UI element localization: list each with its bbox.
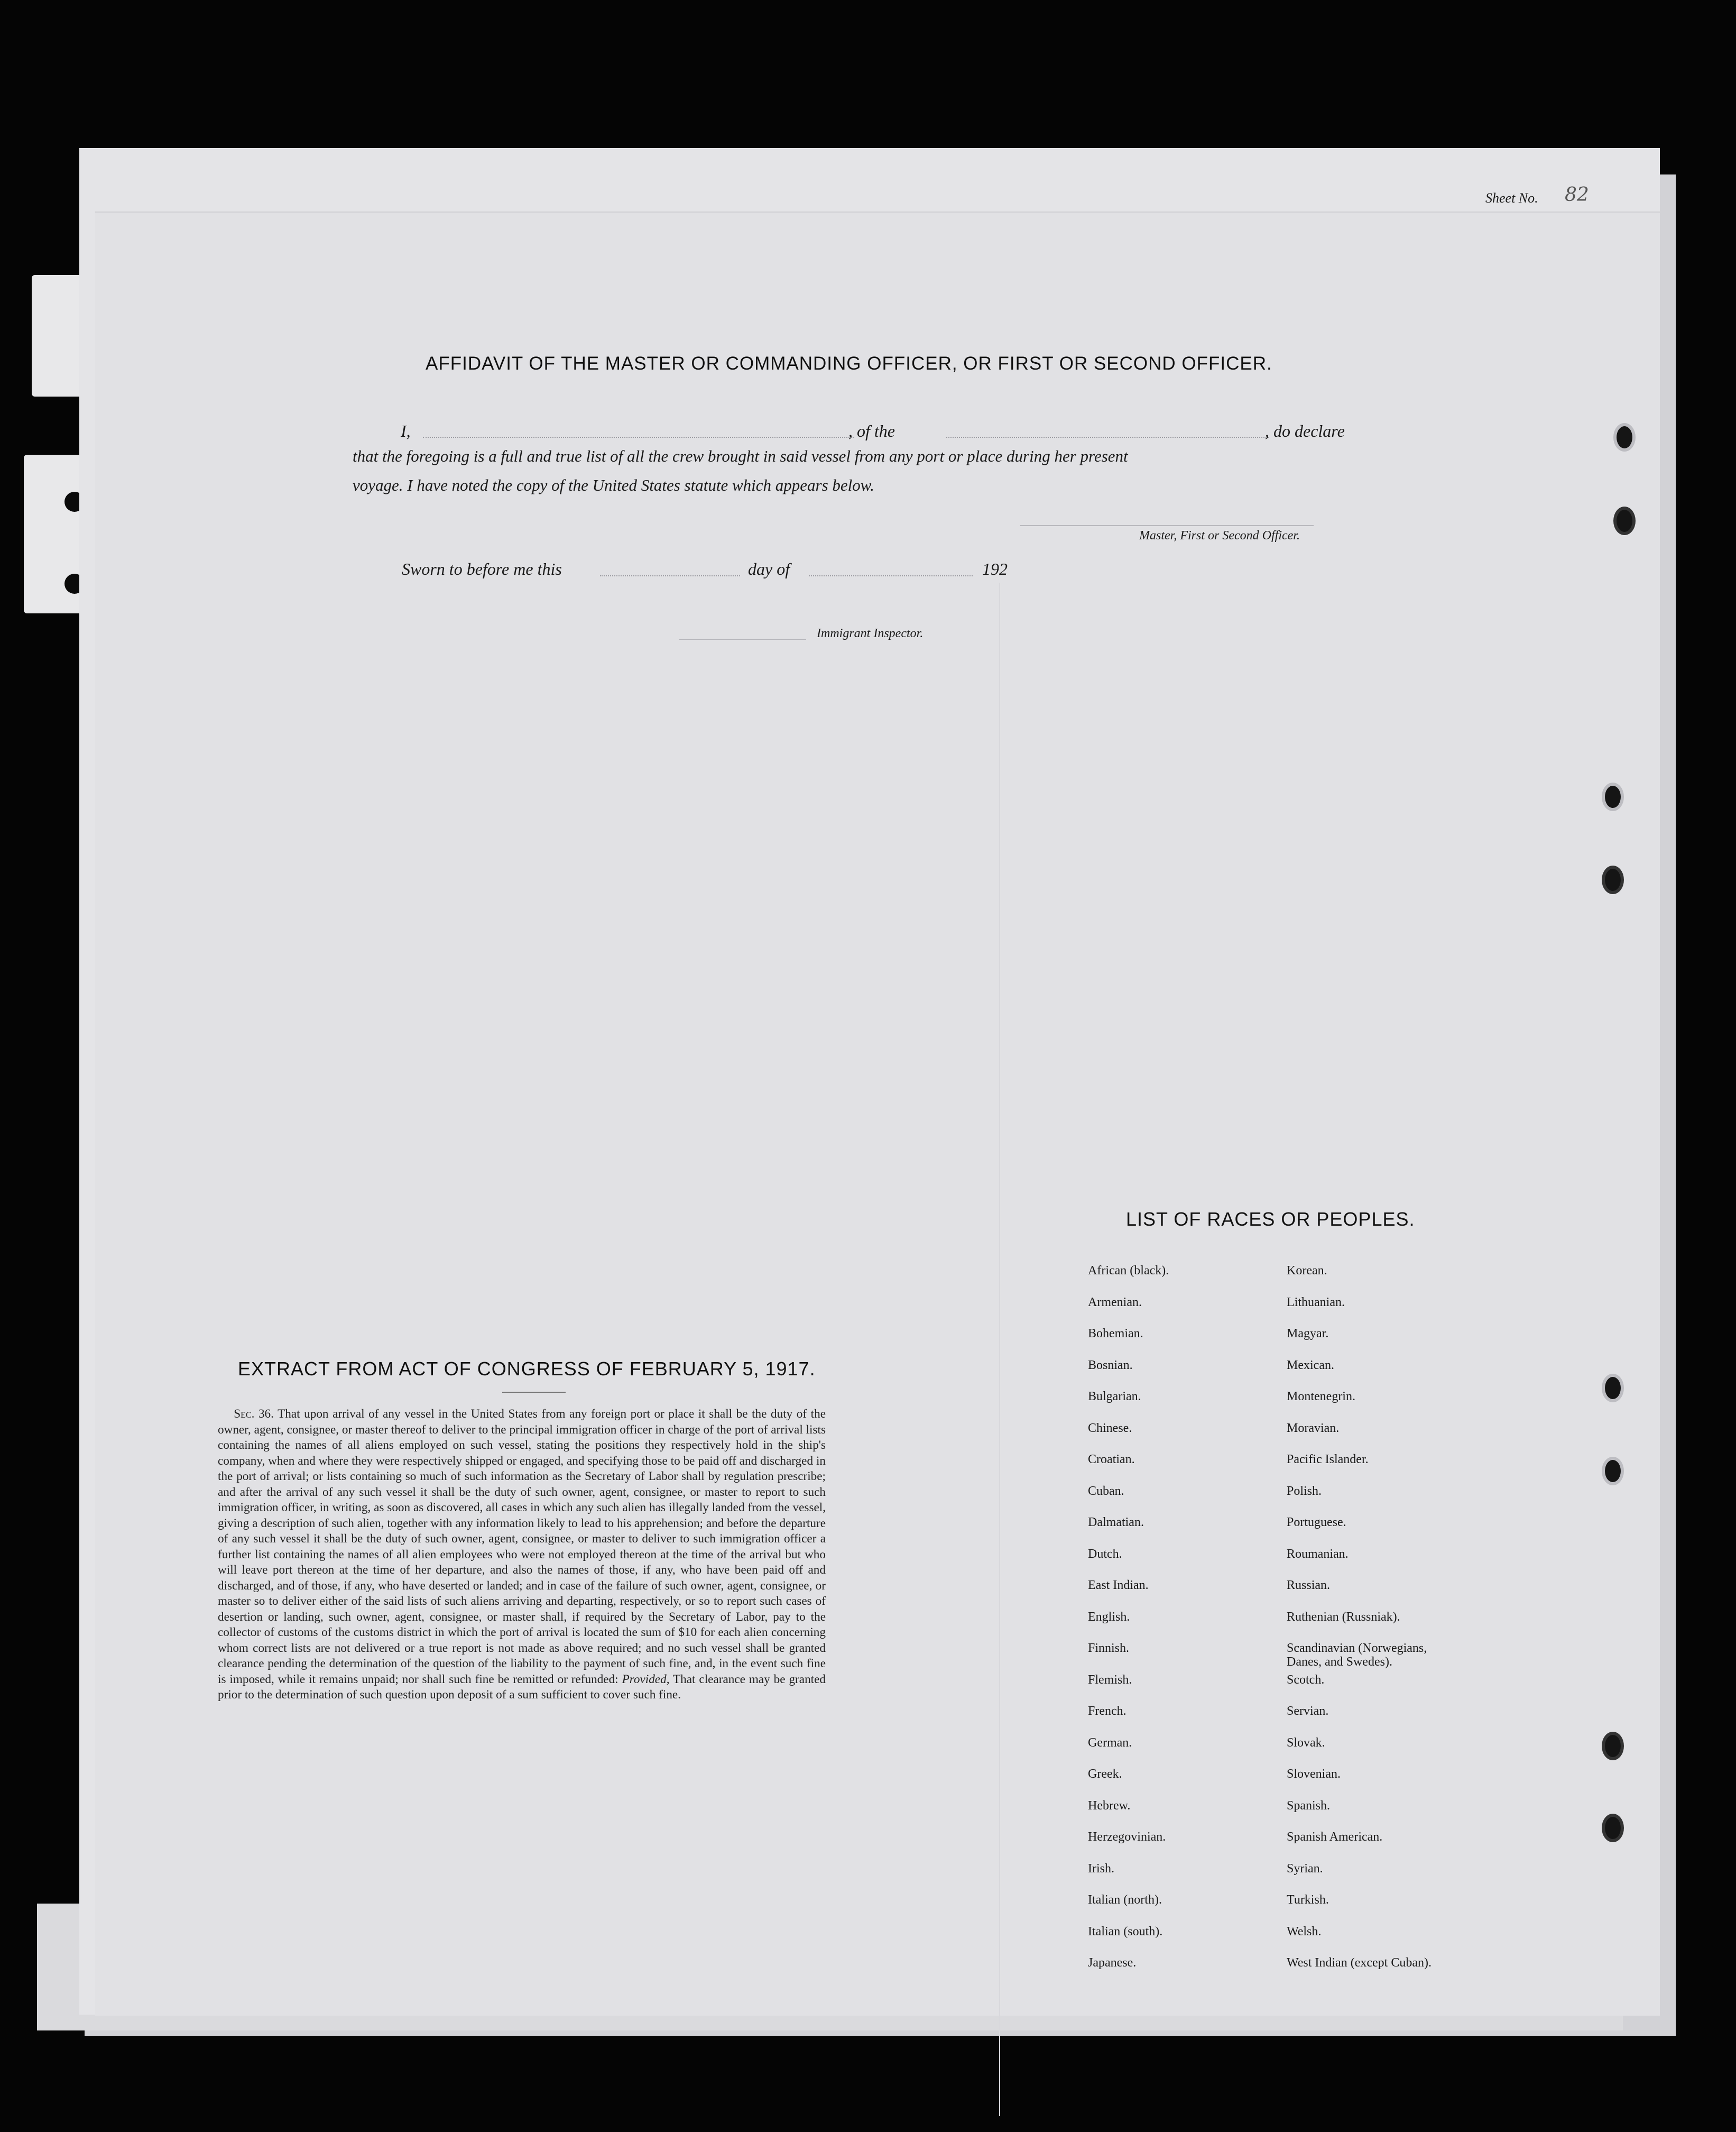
sworn-month-blank[interactable] bbox=[809, 575, 973, 576]
race-item: Slovak. bbox=[1287, 1735, 1325, 1750]
extract-body-text: That upon arrival of any vessel in the United States from any foreign port or place it shall be the duty of the owner, agent, consignee, or master thereof to deliver to the principal immigration officer in charge of the port of arrival lists containing the names of all aliens employed on such vessel, stating the positions they respectively hold in the ship's company, when and where they were respectively shipped or engaged, and specifying those to be paid off and discharged in the port of arrival; or lists containing so much of such information as the Secretary of Labor shall by regulation prescribe; and after the arrival of any such vessel it shall be the duty of such owner, agent, consignee, or master to report to such immigration officer, in writing, as soon as discovered, all cases in which any such alien has illegally landed from the vessel, giving a description of such alien, together with any information likely to lead to his apprehension; and before the departure of any such vessel it shall be the duty of such owner, agent, consignee, or master to deliver to such immigration officer a further list containing the names of all alien employees who were not employed thereon at the time of the arrival but who will leave port thereon at the time of her departure, and also the names of those, if any, who have been paid off and discharged, and of those, if any, who have deserted or landed; and in case of the failure of such owner, agent, consignee, or master so to deliver either of the said lists of such aliens arriving and departing, respectively, or so to report such cases of desertion or landing, such owner, agent, consignee, or master shall, if required by the Secretary of Labor, pay to the collector of customs of the customs district in which the port of arrival is located the sum of $10 for each alien concerning whom correct lists are not delivered or a true report is not made as above required; and no such vessel shall be granted clearance pending the determination of the question of the liability to the payment of such fine, and, in the event such fine is imposed, while it remains unpaid; nor shall such fine be remitted or refunded: bbox=[218, 1407, 826, 1686]
year-text: 192 bbox=[982, 559, 1008, 578]
race-item: English. bbox=[1088, 1610, 1130, 1624]
sheet-number-label: Sheet No. bbox=[1485, 190, 1538, 206]
inspector-label: Immigrant Inspector. bbox=[817, 627, 924, 640]
race-item: Armenian. bbox=[1088, 1295, 1142, 1309]
sworn-text: Sworn to before me this bbox=[402, 559, 562, 578]
race-item: Lithuanian. bbox=[1287, 1295, 1345, 1309]
extract-body-text: That clearance may be granted prior to the determination of such question upon deposit of a sum sufficient to cover such fine. bbox=[218, 1672, 826, 1702]
race-item: Finnish. bbox=[1088, 1641, 1130, 1655]
master-signature-label: Master, First or Second Officer. bbox=[1139, 529, 1300, 543]
race-item: Dalmatian. bbox=[1088, 1515, 1144, 1529]
master-signature-line[interactable] bbox=[1020, 525, 1314, 526]
race-item: Spanish American. bbox=[1287, 1830, 1383, 1844]
binder-hole-icon bbox=[1602, 1374, 1624, 1402]
race-item: Portuguese. bbox=[1287, 1515, 1346, 1529]
race-item: Italian (south). bbox=[1088, 1924, 1163, 1938]
binder-hole-icon bbox=[1602, 783, 1624, 811]
sheet-number-value: 82 bbox=[1565, 184, 1589, 206]
race-item: Scotch. bbox=[1287, 1672, 1325, 1687]
binder-hole-icon bbox=[1602, 1457, 1624, 1485]
race-item: Polish. bbox=[1287, 1484, 1322, 1498]
race-item: Chinese. bbox=[1088, 1421, 1132, 1435]
race-item: Turkish. bbox=[1287, 1893, 1329, 1907]
race-item: Flemish. bbox=[1088, 1672, 1132, 1687]
binder-hole-icon bbox=[1602, 1732, 1624, 1760]
race-item: Scandinavian (Norwegians, Danes, and Swedes). bbox=[1287, 1641, 1427, 1669]
affidavit-text-line: voyage. I have noted the copy of the United States statute which appears below. bbox=[353, 476, 874, 494]
binder-hole-icon bbox=[1602, 866, 1624, 894]
race-item: Cuban. bbox=[1088, 1484, 1124, 1498]
affidavit-declare: , do declare bbox=[1265, 421, 1345, 440]
name-blank[interactable] bbox=[423, 437, 854, 438]
race-item: Dutch. bbox=[1088, 1547, 1122, 1561]
extract-body bbox=[218, 1407, 826, 1703]
extract-provided: Provided, bbox=[622, 1672, 670, 1686]
vessel-blank[interactable] bbox=[946, 437, 1269, 438]
column-divider bbox=[999, 583, 1000, 2116]
extract-title: EXTRACT FROM ACT OF CONGRESS OF FEBRUARY 5, 1917. bbox=[238, 1358, 816, 1380]
race-item: Irish. bbox=[1088, 1861, 1114, 1876]
race-item: German. bbox=[1088, 1735, 1132, 1750]
race-item: Moravian. bbox=[1287, 1421, 1340, 1435]
inspector-signature-line[interactable] bbox=[679, 639, 806, 640]
extract-divider bbox=[502, 1392, 566, 1393]
race-item: Servian. bbox=[1287, 1704, 1329, 1718]
binder-hole-icon bbox=[1602, 1814, 1624, 1842]
race-item: Ruthenian (Russniak). bbox=[1287, 1610, 1400, 1624]
section-number: Sec. 36. bbox=[234, 1407, 274, 1421]
race-item: West Indian (except Cuban). bbox=[1287, 1956, 1432, 1970]
affidavit-title: AFFIDAVIT OF THE MASTER OR COMMANDING OFFICER, OR FIRST OR SECOND OFFICER. bbox=[426, 353, 1272, 374]
race-item: Bosnian. bbox=[1088, 1358, 1133, 1372]
race-item: Bohemian. bbox=[1088, 1327, 1143, 1340]
race-item: Mexican. bbox=[1287, 1358, 1334, 1372]
sworn-day-blank[interactable] bbox=[600, 575, 740, 576]
affidavit-i: I, bbox=[401, 421, 411, 440]
race-item: African (black). bbox=[1088, 1264, 1169, 1278]
race-item: Russian. bbox=[1287, 1578, 1331, 1592]
binder-hole-icon bbox=[1613, 507, 1636, 535]
race-item: Bulgarian. bbox=[1088, 1390, 1141, 1403]
binder-hole-icon bbox=[1613, 423, 1636, 452]
race-item: Korean. bbox=[1287, 1264, 1327, 1278]
races-column-2 bbox=[1287, 1264, 1445, 1988]
race-item: Slovenian. bbox=[1287, 1767, 1341, 1781]
race-item: Croatian. bbox=[1088, 1453, 1135, 1466]
race-item: Japanese. bbox=[1088, 1956, 1137, 1970]
affidavit-text-line: that the foregoing is a full and true list of all the crew brought in said vessel from any port or place during her present bbox=[353, 447, 1128, 465]
race-item: French. bbox=[1088, 1704, 1126, 1718]
race-item: East Indian. bbox=[1088, 1578, 1149, 1592]
race-item: Montenegrin. bbox=[1287, 1390, 1355, 1403]
affidavit-of-the: , of the bbox=[848, 421, 895, 440]
race-item: Syrian. bbox=[1287, 1861, 1323, 1876]
race-item: Italian (north). bbox=[1088, 1893, 1162, 1907]
race-item: Spanish. bbox=[1287, 1798, 1331, 1813]
race-item: Pacific Islander. bbox=[1287, 1453, 1369, 1466]
races-title: LIST OF RACES OR PEOPLES. bbox=[1126, 1208, 1415, 1230]
race-item: Hebrew. bbox=[1088, 1798, 1131, 1813]
race-item: Welsh. bbox=[1287, 1924, 1322, 1938]
race-item: Herzegovinian. bbox=[1088, 1830, 1166, 1844]
race-item: Roumanian. bbox=[1287, 1547, 1349, 1561]
races-column-1 bbox=[1088, 1264, 1169, 1988]
race-item: Magyar. bbox=[1287, 1327, 1329, 1340]
day-of-text: day of bbox=[748, 559, 790, 578]
race-item: Greek. bbox=[1088, 1767, 1122, 1781]
